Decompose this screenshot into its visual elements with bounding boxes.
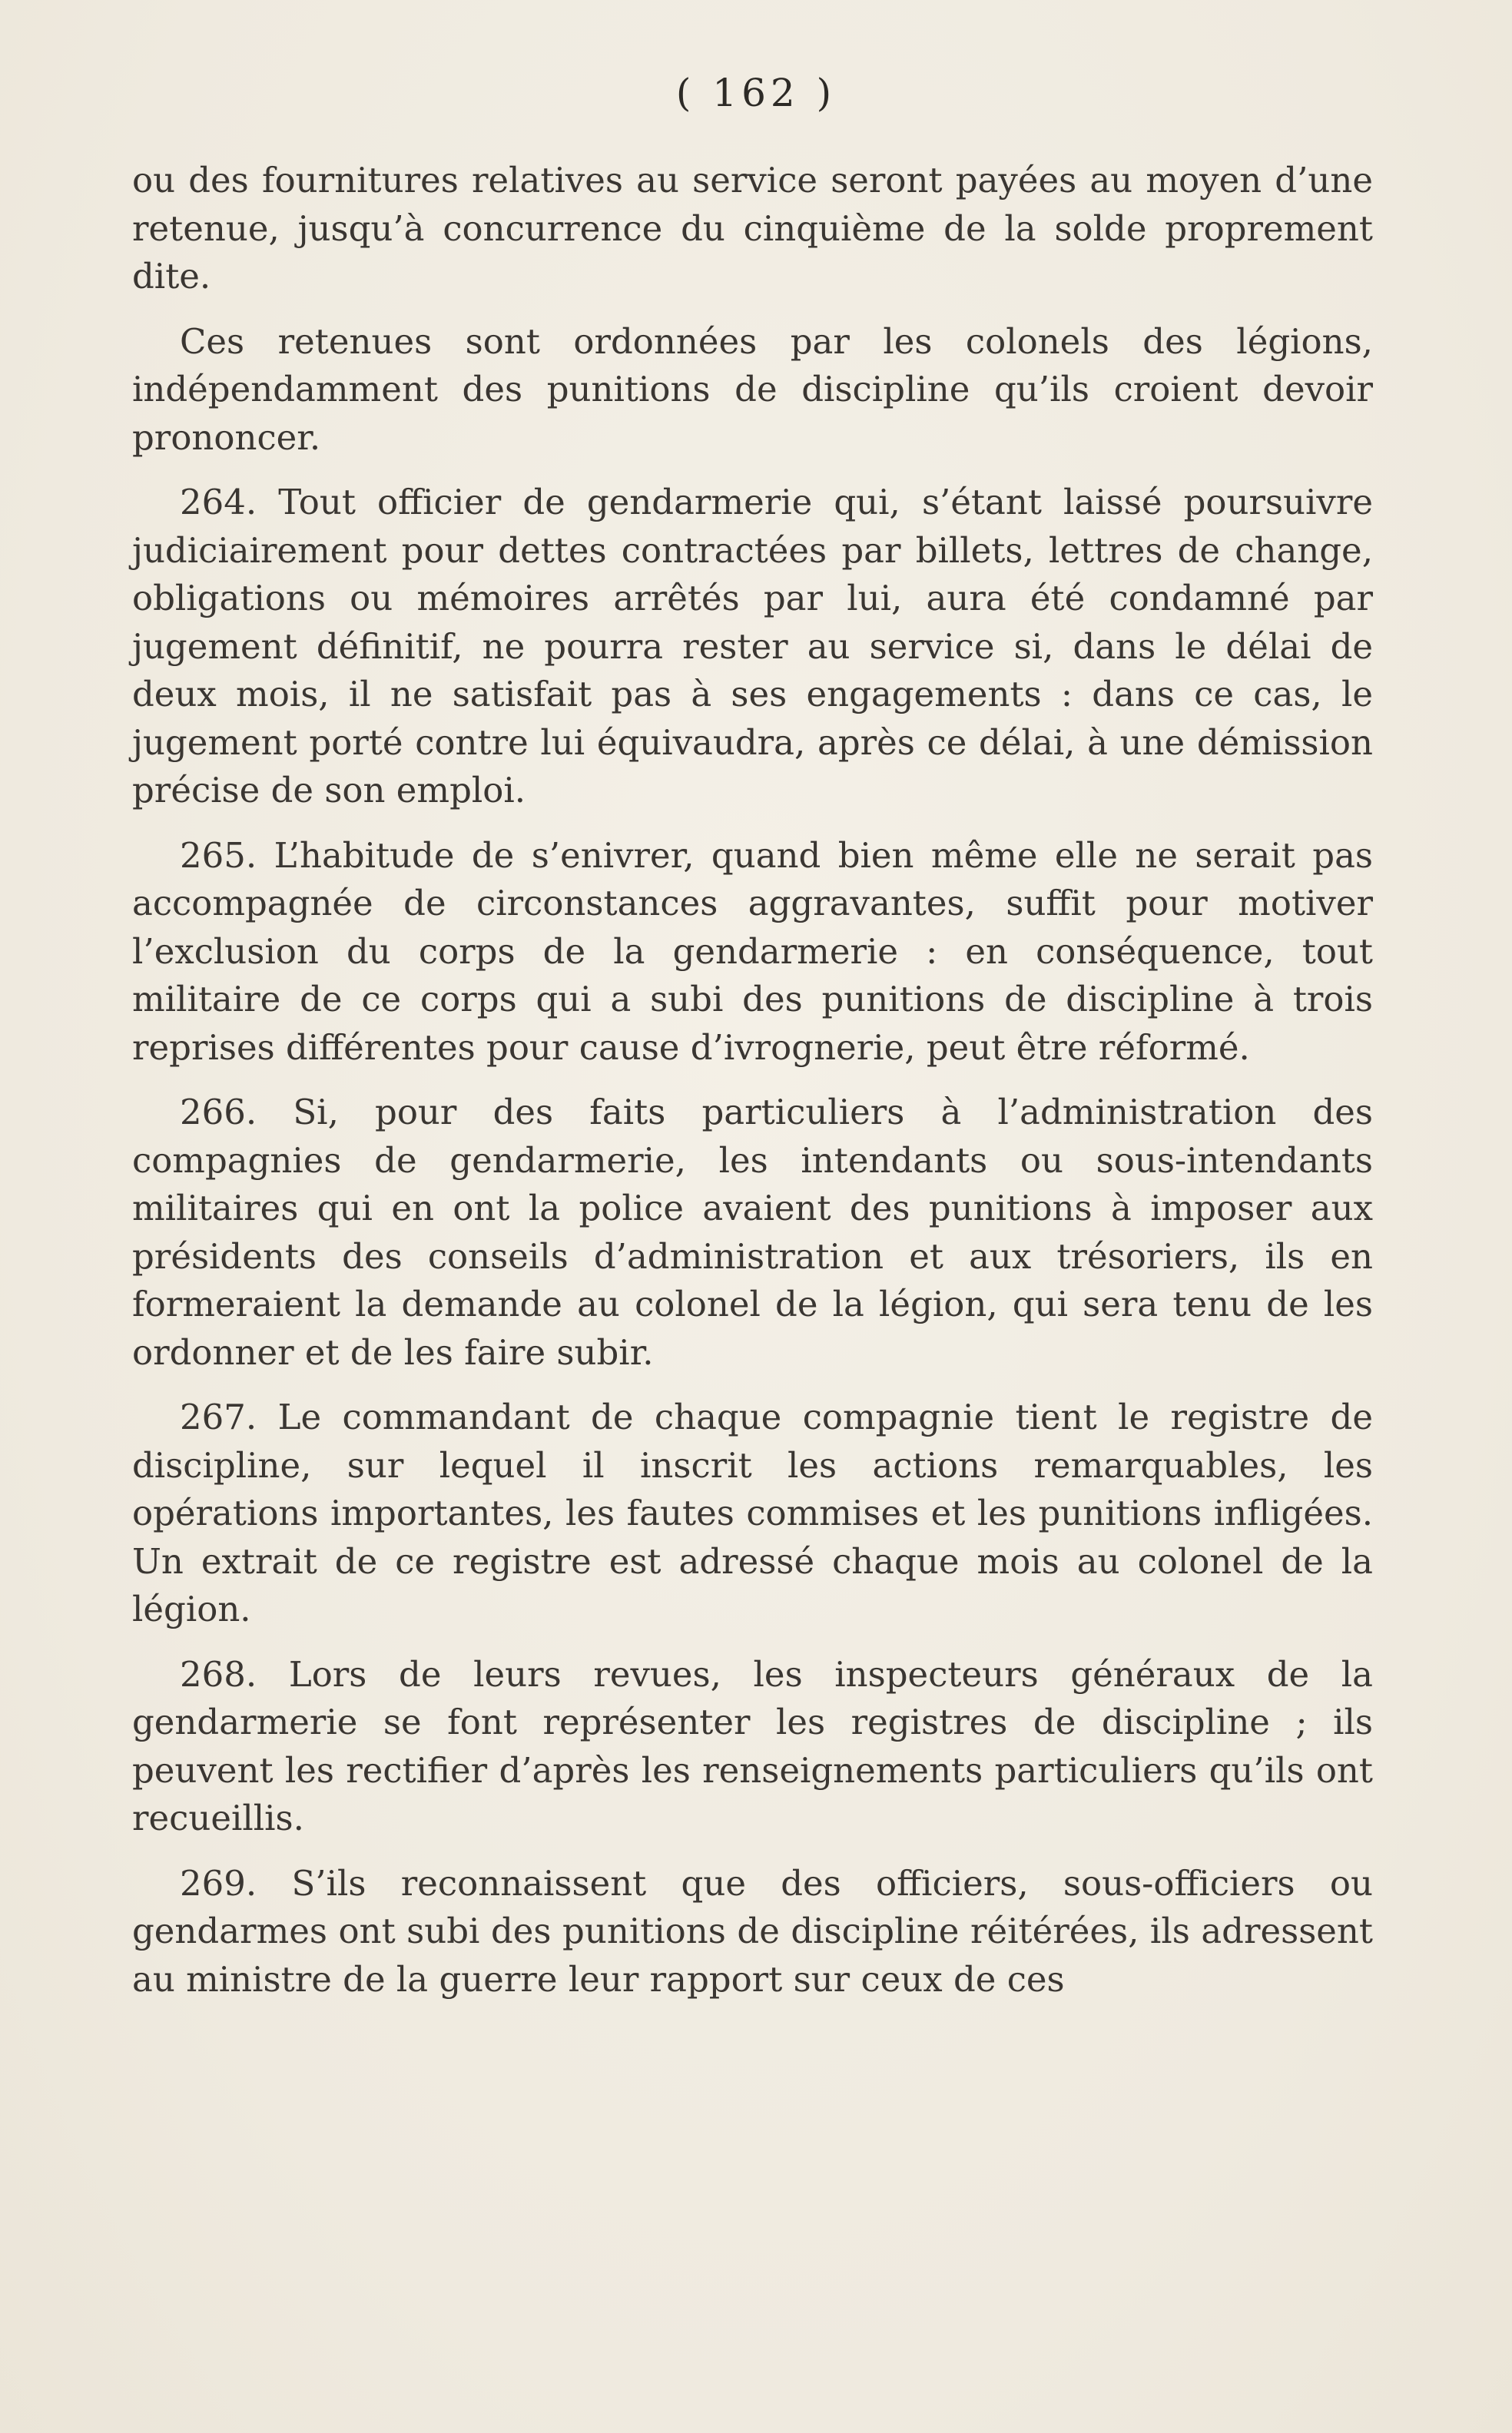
paragraph-retenues: Ces retenues sont ordonnées par les colonels des légions, indépendamment des punitions de discipline qu’ils croient devoir prononcer.: [132, 320, 1373, 458]
paragraph-continuation: ou des fournitures relatives au service seront payées au moyen d’une retenue, jusqu’à concurrence du cinquième de la solde proprement dite.: [132, 160, 1373, 297]
page-body: [132, 157, 1373, 2020]
paragraph-269: 269. S’ils reconnaissent que des officiers, sous-officiers ou gendarmes ont subi des punitions de discipline réitérées, ils adressent au ministre de la guerre leur rapport sur ceux de ces: [132, 1862, 1373, 2000]
paragraph-268: 268. Lors de leurs revues, les inspecteurs généraux de la gendarmerie se font représenter les registres de discipline ; ils peuvent les rectifier d’après les renseignements particuliers qu’ils ont recueillis.: [132, 1653, 1373, 1838]
paragraph-266: 266. Si, pour des faits particuliers à l’administration des compagnies de gendarmerie, les intendants ou sous-intendants militaires qui en ont la police avaient des punitions à imposer aux présidents des conseils d’administration et aux trésoriers, ils en formeraient la demande au colonel de la légion, qui sera tenu de les ordonner et de les faire subir.: [132, 1092, 1373, 1373]
paragraph-264: 264. Tout officier de gendarmerie qui, s’étant laissé poursuivre judiciairement pour dettes contractées par billets, lettres de change, obligations ou mémoires arrêtés par lui, aura été condamné par jugement définitif, ne pourra rester au service si, dans le délai de deux mois, il ne satisfait pas à ses engagements : dans ce cas, le jugement porté contre lui équivaudra, après ce délai, à une démission précise de son emploi.: [132, 482, 1373, 810]
paragraph-267: 267. Le commandant de chaque compagnie tient le registre de discipline, sur lequel il inscrit les actions remarquables, les opérations importantes, les fautes commises et les punitions infligées. Un extrait de ce registre est adressé chaque mois au colonel de la légion.: [132, 1397, 1373, 1629]
page-number: ( 162 ): [675, 71, 837, 115]
paragraph-265: 265. L’habitude de s’enivrer, quand bien même elle ne serait pas accompagnée de circonstances aggravantes, suffit pour motiver l’exclusion du corps de la gendarmerie : en conséquence, tout militaire de ce corps qui a subi des punitions de discipline à trois reprises différentes pour cause d’ivrognerie, peut être réformé.: [132, 834, 1373, 1068]
